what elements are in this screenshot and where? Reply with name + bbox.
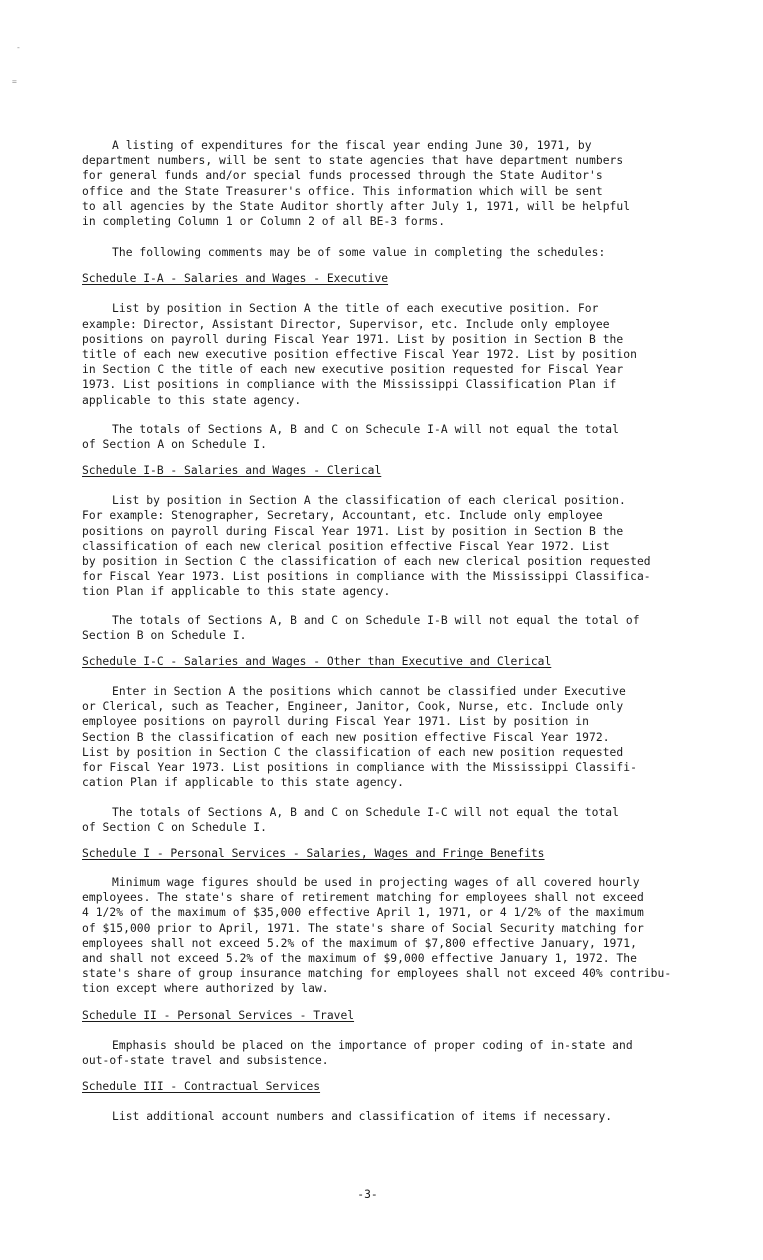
section-paragraph: List additional account numbers and classification of items if necessary. bbox=[112, 1109, 613, 1123]
section-paragraph: The totals of Sections A, B and C on Schedule I-B will not equal the total of Section B on Schedule I. bbox=[82, 613, 640, 642]
intro-paragraph: The following comments may be of some value in completing the schedules: bbox=[112, 246, 606, 260]
section-heading: Schedule I-A - Salaries and Wages - Executive bbox=[82, 272, 389, 286]
section-paragraph: List by position in Section A the title of each executive position. For example: Director, Assistant Director, Supervisor, etc. Include only employee positions on payroll during Fiscal Year 1971. List by position in Section B the title of each new executive position effective Fiscal Year 1972. List by position in Section C the title of each new executive position requested for Fiscal Year 1973. List positions in compliance with the Mississippi Classification Plan if applicable to this state agency. bbox=[82, 302, 637, 407]
section-heading: Schedule II - Personal Services - Travel bbox=[82, 1008, 355, 1022]
section-paragraph: List by position in Section A the classification of each clerical position. For example: Stenographer, Secretary, Accountant, etc. Include only employee positions on payroll during Fiscal Year 1971. List by position in Section B the classification of each new clerical position effective Fiscal Year 1972. List by position in Section C the classification of each new clerical position requested for Fiscal Year 1973. List positions in compliance with the Mississippi Classifica- tion Plan if applicable to this state agency. bbox=[82, 494, 651, 599]
page-number: -3- bbox=[357, 1188, 378, 1201]
scan-mark: = bbox=[12, 77, 17, 86]
section-heading: Schedule I-C - Salaries and Wages - Other than Executive and Clerical bbox=[82, 655, 552, 669]
section-paragraph: Enter in Section A the positions which cannot be classified under Executive or Clerical, such as Teacher, Engineer, Janitor, Cook, Nurse, etc. Include only employee positions on payroll during Fiscal Year 1971. List by position in Section B the classification of each new position effective Fiscal Year 1972. List by position in Section C the classification of each new position requested for Fiscal Year 1973. List positions in compliance with the Mississippi Classifi- cation Plan if applicable to this state agency. bbox=[82, 685, 637, 790]
section-paragraph: The totals of Sections A, B and C on Schecule I-A will not equal the total of Section A on Schedule I. bbox=[82, 422, 619, 452]
section-heading: Schedule I - Personal Services - Salaries, Wages and Fringe Benefits bbox=[82, 846, 545, 860]
section-heading: Schedule I-B - Salaries and Wages - Clerical bbox=[82, 464, 382, 478]
intro-paragraph: A listing of expenditures for the fiscal year ending June 30, 1971, by department numbers, will be sent to state agencies that have department numbers for general funds and/or special funds processed through the State Auditor's office and the State Treasurer's office. This information which will be sent to all agencies by the State Auditor shortly after July 1, 1971, will be helpful in completing Column 1 or Column 2 of all BE-3 forms. bbox=[82, 139, 631, 229]
section-paragraph: The totals of Sections A, B and C on Schedule I-C will not equal the total of Section C on Schedule I. bbox=[82, 805, 619, 834]
section-paragraph: Minimum wage figures should be used in projecting wages of all covered hourly employees. The state's share of retirement matching for employees shall not exceed 4 1/2% of the maximum of $35,000 effective April 1, 1971, or 4 1/2% of the maximum of $15,000 prior to April, 1971. The state's share of Social Security matching for employees shall not exceed 5.2% of the maximum of $7,800 effective January, 1971, and shall not exceed 5.2% of the maximum of $9,000 effective January 1, 1972. The state's share of group insurance matching for employees shall not exceed 40% contribu- tion except where authorized by law. bbox=[82, 875, 672, 996]
section-heading: Schedule III - Contractual Services bbox=[82, 1079, 321, 1093]
scan-mark: - bbox=[16, 43, 21, 52]
section-paragraph: Emphasis should be placed on the importance of proper coding of in-state and out-of-state travel and subsistence. bbox=[82, 1038, 633, 1067]
document-body bbox=[82, 138, 707, 1124]
